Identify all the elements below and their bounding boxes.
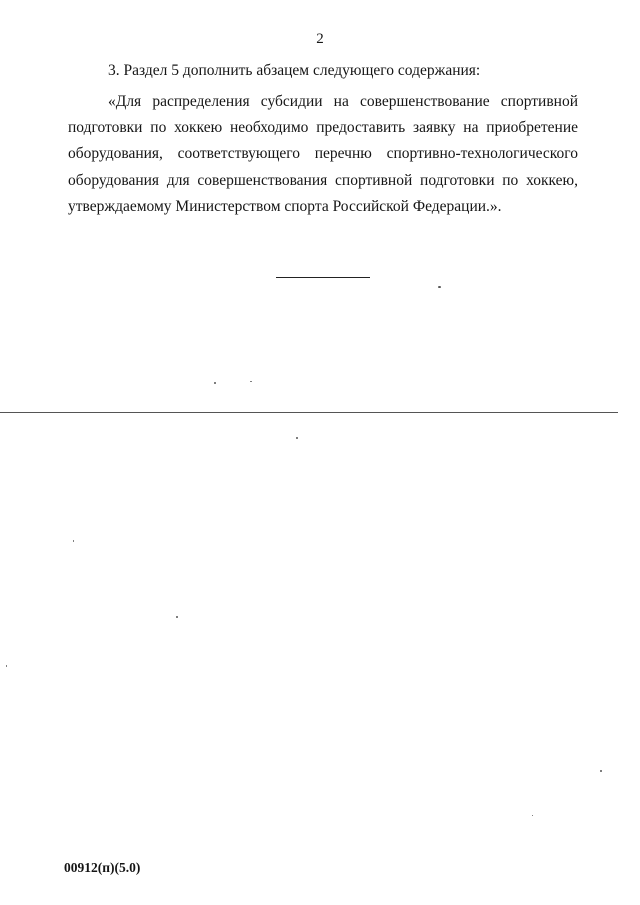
scan-speck (214, 382, 216, 384)
quote-line-2: подготовки по хоккею необходимо предоставить заявку на приобретение (68, 119, 578, 137)
quote-line-5: утверждаемому Министерством спорта Российской Федерации.». (68, 197, 502, 215)
quote-line-1: «Для распределения субсидии на совершенствование спортивной (108, 93, 578, 110)
scan-speck (250, 381, 252, 382)
quoted-paragraph (68, 89, 578, 220)
scan-speck (73, 540, 74, 542)
scan-speck (6, 665, 7, 667)
document-code: 00912(п)(5.0) (64, 860, 141, 875)
closing-rule (276, 277, 370, 278)
scan-speck (532, 815, 533, 816)
page-number: 2 (316, 31, 324, 47)
quote-line-3: оборудования, соответствующего перечню спортивно-технологического (68, 145, 578, 163)
scan-speck (296, 437, 298, 439)
scan-speck (438, 286, 441, 288)
clause-heading: 3. Раздел 5 дополнить абзацем следующего содержания: (108, 62, 481, 79)
scan-speck (600, 770, 602, 772)
scan-fold-line (0, 412, 618, 413)
scan-speck (176, 616, 178, 618)
quote-line-4: оборудования для совершенствования спортивной подготовки по хоккею, (68, 171, 578, 189)
